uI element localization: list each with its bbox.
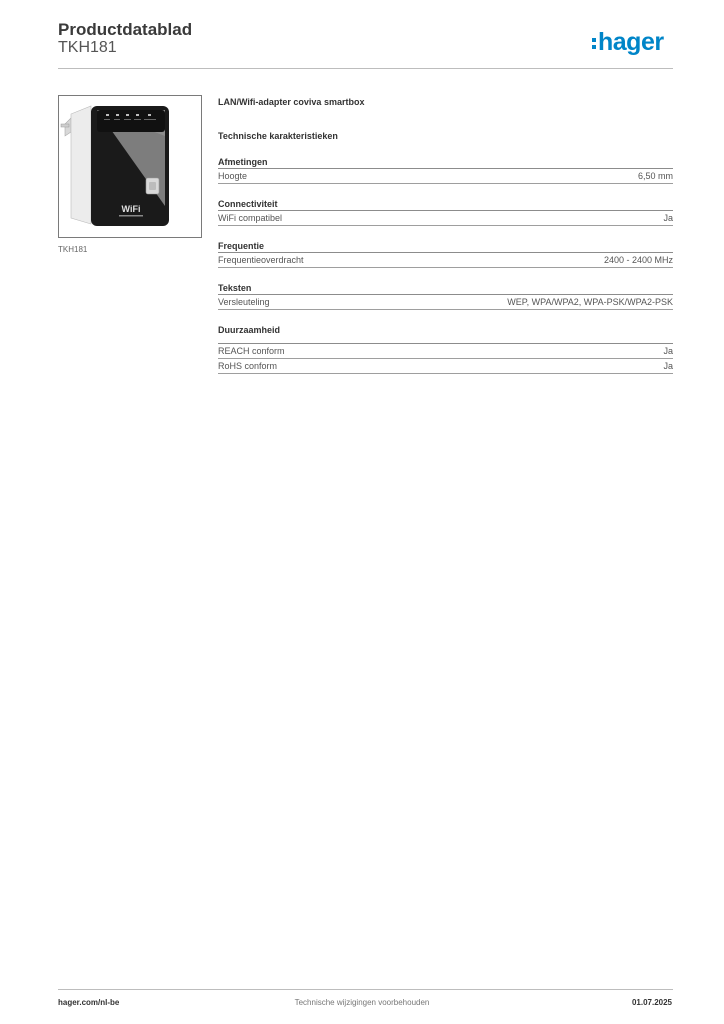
- section-frequentie: [218, 240, 673, 268]
- logo-dots-icon: [592, 38, 596, 49]
- spec-row: [218, 344, 673, 359]
- spec-value: 6,50 mm: [637, 171, 673, 181]
- tech-heading: Technische karakteristieken: [218, 131, 338, 141]
- section-connectiviteit: [218, 198, 673, 226]
- footer-website-link[interactable]: hager.com/nl-be: [58, 998, 120, 1007]
- section-title: Teksten: [218, 282, 673, 295]
- spec-value: Ja: [663, 213, 673, 223]
- spec-row: [218, 253, 673, 268]
- wifi-adapter-device-icon: [59, 96, 201, 237]
- section-title: Connectiviteit: [218, 198, 673, 211]
- spec-label: REACH conform: [218, 346, 285, 356]
- spec-label: Versleuteling: [218, 297, 270, 307]
- spec-content: [218, 96, 673, 374]
- product-image: [58, 95, 202, 238]
- product-name: LAN/Wifi-adapter coviva smartbox: [218, 97, 365, 107]
- spec-value: Ja: [663, 346, 673, 356]
- footer-date: 01.07.2025: [631, 998, 672, 1007]
- spec-label: Hoogte: [218, 171, 248, 181]
- spec-row: [218, 211, 673, 226]
- spec-value: Ja: [663, 361, 673, 371]
- section-title: Frequentie: [218, 240, 673, 253]
- section-teksten: [218, 282, 673, 310]
- device-wifi-label: WiFi: [121, 204, 141, 214]
- hager-logo[interactable]: [592, 27, 664, 57]
- section-title: Afmetingen: [218, 156, 673, 169]
- spec-label: WiFi compatibel: [218, 213, 283, 223]
- footer-divider: [58, 989, 673, 990]
- footer-disclaimer: Technische wijzigingen voorbehouden: [294, 998, 430, 1007]
- section-afmetingen: [218, 156, 673, 184]
- spec-label: RoHS conform: [218, 361, 278, 371]
- section-duurzaamheid: [218, 324, 673, 374]
- spec-row: [218, 359, 673, 374]
- spec-row: [218, 295, 673, 310]
- image-caption: TKH181: [58, 245, 88, 254]
- header-divider: [58, 68, 673, 69]
- spec-value: 2400 - 2400 MHz: [603, 255, 673, 265]
- logo-text: hager: [598, 27, 664, 56]
- spec-value: WEP, WPA/WPA2, WPA-PSK/WPA2-PSK: [507, 297, 673, 307]
- page-title: Productdatablad: [58, 20, 193, 39]
- spec-label: Frequentieoverdracht: [218, 255, 304, 265]
- product-code: TKH181: [58, 39, 117, 56]
- section-title: Duurzaamheid: [218, 325, 281, 335]
- spec-row: [218, 169, 673, 184]
